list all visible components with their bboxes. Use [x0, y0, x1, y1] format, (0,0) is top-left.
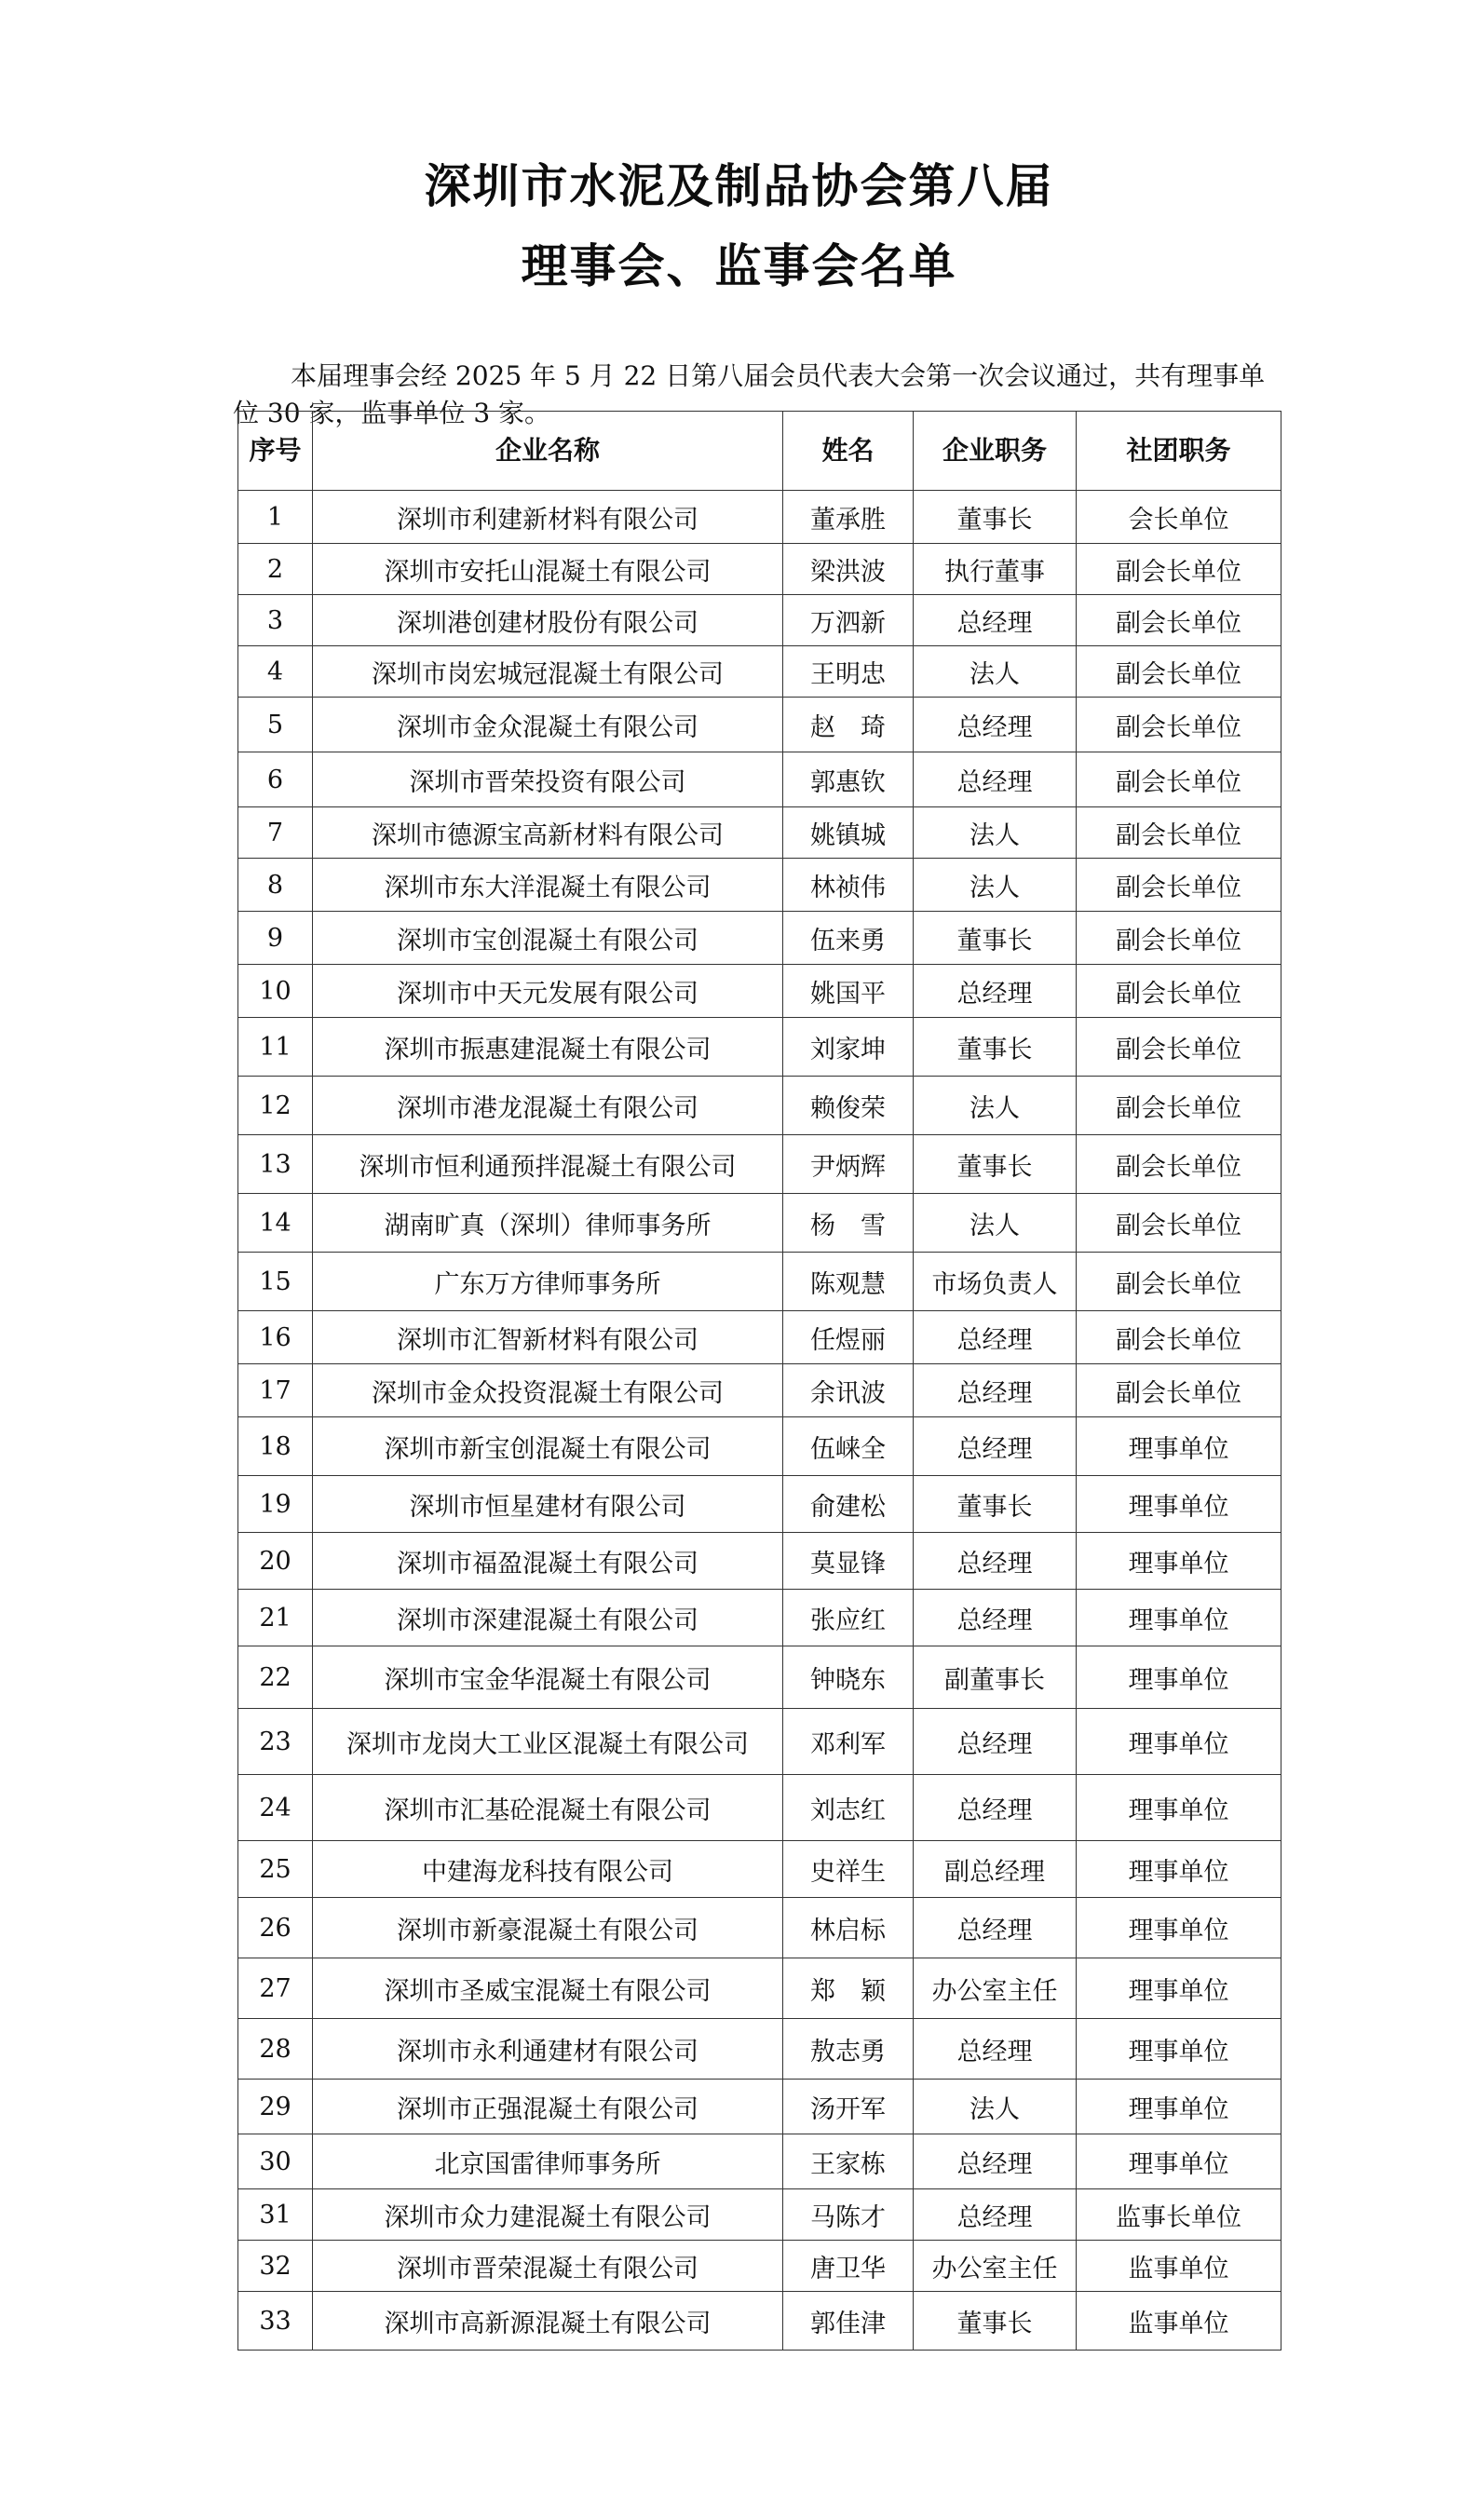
- cell-company: 深圳市宝创混凝土有限公司: [313, 912, 783, 965]
- cell-role: 理事单位: [1077, 1841, 1281, 1898]
- cell-role: 副会长单位: [1077, 1194, 1281, 1253]
- cell-company: 深圳市宝金华混凝土有限公司: [313, 1646, 783, 1709]
- cell-company: 深圳市正强混凝土有限公司: [313, 2080, 783, 2134]
- cell-company: 深圳市深建混凝土有限公司: [313, 1590, 783, 1646]
- cell-position: 董事长: [914, 1476, 1077, 1533]
- cell-name: 莫显锋: [783, 1533, 914, 1590]
- header-company: 企业名称: [313, 412, 783, 491]
- cell-name: 邓利军: [783, 1709, 914, 1775]
- cell-role: 监事长单位: [1077, 2189, 1281, 2241]
- cell-name: 钟晓东: [783, 1646, 914, 1709]
- table-row: [238, 1018, 1281, 1077]
- cell-role: 副会长单位: [1077, 595, 1281, 646]
- cell-position: 董事长: [914, 2292, 1077, 2351]
- cell-company: 深圳市圣威宝混凝土有限公司: [313, 1958, 783, 2019]
- cell-number: 1: [238, 491, 313, 544]
- cell-position: 总经理: [914, 1898, 1077, 1958]
- table-row: [238, 1077, 1281, 1135]
- table-row: [238, 859, 1281, 912]
- cell-role: 副会长单位: [1077, 1135, 1281, 1194]
- cell-company: 深圳市中天元发展有限公司: [313, 965, 783, 1018]
- table-row: [238, 1194, 1281, 1253]
- cell-position: 法人: [914, 807, 1077, 859]
- document-title-line-1: 深圳市水泥及制品协会第八届: [424, 158, 1054, 213]
- cell-company: 深圳市金众混凝土有限公司: [313, 698, 783, 752]
- cell-number: 21: [238, 1590, 313, 1646]
- header-position: 企业职务: [914, 412, 1077, 491]
- cell-position: 总经理: [914, 752, 1077, 807]
- cell-role: 理事单位: [1077, 1898, 1281, 1958]
- cell-company: 深圳市晋荣投资有限公司: [313, 752, 783, 807]
- table-row: [238, 1364, 1281, 1417]
- cell-position: 总经理: [914, 595, 1077, 646]
- cell-name: 伍崃全: [783, 1417, 914, 1476]
- table-row: [238, 1709, 1281, 1775]
- cell-number: 24: [238, 1775, 313, 1841]
- cell-number: 6: [238, 752, 313, 807]
- cell-number: 25: [238, 1841, 313, 1898]
- cell-position: 法人: [914, 646, 1077, 698]
- table-row: [238, 1417, 1281, 1476]
- header-role: 社团职务: [1077, 412, 1281, 491]
- cell-name: 俞建松: [783, 1476, 914, 1533]
- cell-name: 张应红: [783, 1590, 914, 1646]
- cell-position: 办公室主任: [914, 1958, 1077, 2019]
- cell-number: 15: [238, 1253, 313, 1311]
- cell-position: 董事长: [914, 1135, 1077, 1194]
- cell-number: 10: [238, 965, 313, 1018]
- cell-company: 深圳市德源宝高新材料有限公司: [313, 807, 783, 859]
- table-header-row: [238, 412, 1281, 491]
- cell-name: 赵 琦: [783, 698, 914, 752]
- cell-number: 9: [238, 912, 313, 965]
- cell-name: 林启标: [783, 1898, 914, 1958]
- cell-name: 王明忠: [783, 646, 914, 698]
- cell-name: 汤开军: [783, 2080, 914, 2134]
- cell-position: 总经理: [914, 1417, 1077, 1476]
- cell-role: 理事单位: [1077, 2019, 1281, 2080]
- table-row: [238, 2019, 1281, 2080]
- cell-name: 任煜丽: [783, 1311, 914, 1364]
- table-row: [238, 912, 1281, 965]
- header-number: 序号: [238, 412, 313, 491]
- cell-position: 总经理: [914, 965, 1077, 1018]
- table-row: [238, 1533, 1281, 1590]
- cell-number: 26: [238, 1898, 313, 1958]
- cell-number: 33: [238, 2292, 313, 2351]
- cell-role: 副会长单位: [1077, 544, 1281, 595]
- table-row: [238, 1253, 1281, 1311]
- cell-company: 深圳市永利通建材有限公司: [313, 2019, 783, 2080]
- cell-position: 副总经理: [914, 1841, 1077, 1898]
- council-roster-table: [237, 411, 1281, 2351]
- cell-name: 刘志红: [783, 1775, 914, 1841]
- table-row: [238, 1590, 1281, 1646]
- cell-role: 副会长单位: [1077, 1018, 1281, 1077]
- cell-position: 法人: [914, 1194, 1077, 1253]
- cell-company: 深圳市新宝创混凝土有限公司: [313, 1417, 783, 1476]
- cell-position: 董事长: [914, 912, 1077, 965]
- cell-position: 总经理: [914, 1533, 1077, 1590]
- cell-position: 总经理: [914, 1709, 1077, 1775]
- cell-name: 姚国平: [783, 965, 914, 1018]
- cell-number: 14: [238, 1194, 313, 1253]
- cell-role: 副会长单位: [1077, 646, 1281, 698]
- cell-position: 总经理: [914, 2019, 1077, 2080]
- cell-number: 28: [238, 2019, 313, 2080]
- cell-number: 27: [238, 1958, 313, 2019]
- table-row: [238, 1958, 1281, 2019]
- cell-company: 深圳市恒星建材有限公司: [313, 1476, 783, 1533]
- table-row: [238, 595, 1281, 646]
- cell-number: 13: [238, 1135, 313, 1194]
- cell-company: 深圳市晋荣混凝土有限公司: [313, 2241, 783, 2292]
- cell-number: 4: [238, 646, 313, 698]
- table-body: [238, 491, 1281, 2351]
- cell-name: 余讯波: [783, 1364, 914, 1417]
- cell-role: 理事单位: [1077, 1417, 1281, 1476]
- cell-name: 陈观慧: [783, 1253, 914, 1311]
- cell-name: 郑 颖: [783, 1958, 914, 2019]
- cell-company: 深圳市岗宏城冠混凝土有限公司: [313, 646, 783, 698]
- table-row: [238, 752, 1281, 807]
- cell-position: 总经理: [914, 1590, 1077, 1646]
- cell-position: 总经理: [914, 2134, 1077, 2189]
- cell-number: 8: [238, 859, 313, 912]
- cell-company: 深圳市汇基砼混凝土有限公司: [313, 1775, 783, 1841]
- header-name: 姓名: [783, 412, 914, 491]
- cell-number: 5: [238, 698, 313, 752]
- cell-role: 理事单位: [1077, 2134, 1281, 2189]
- cell-name: 马陈才: [783, 2189, 914, 2241]
- table-row: [238, 491, 1281, 544]
- table-row: [238, 544, 1281, 595]
- cell-number: 12: [238, 1077, 313, 1135]
- cell-company: 深圳市众力建混凝土有限公司: [313, 2189, 783, 2241]
- cell-position: 法人: [914, 859, 1077, 912]
- cell-number: 18: [238, 1417, 313, 1476]
- cell-role: 理事单位: [1077, 1775, 1281, 1841]
- cell-name: 董承胜: [783, 491, 914, 544]
- cell-number: 32: [238, 2241, 313, 2292]
- cell-company: 中建海龙科技有限公司: [313, 1841, 783, 1898]
- table-row: [238, 2134, 1281, 2189]
- table-row: [238, 2241, 1281, 2292]
- table-row: [238, 1135, 1281, 1194]
- cell-role: 副会长单位: [1077, 965, 1281, 1018]
- cell-company: 深圳市振惠建混凝土有限公司: [313, 1018, 783, 1077]
- cell-role: 理事单位: [1077, 1958, 1281, 2019]
- cell-number: 31: [238, 2189, 313, 2241]
- cell-position: 总经理: [914, 1364, 1077, 1417]
- table-row: [238, 698, 1281, 752]
- cell-position: 总经理: [914, 2189, 1077, 2241]
- cell-role: 副会长单位: [1077, 1364, 1281, 1417]
- cell-company: 深圳市汇智新材料有限公司: [313, 1311, 783, 1364]
- cell-position: 副董事长: [914, 1646, 1077, 1709]
- document-title-line-2: 理事会、监事会名单: [521, 238, 957, 293]
- cell-position: 法人: [914, 2080, 1077, 2134]
- cell-role: 副会长单位: [1077, 698, 1281, 752]
- cell-role: 理事单位: [1077, 1709, 1281, 1775]
- cell-role: 副会长单位: [1077, 1311, 1281, 1364]
- cell-position: 总经理: [914, 1311, 1077, 1364]
- table-row: [238, 646, 1281, 698]
- cell-name: 唐卫华: [783, 2241, 914, 2292]
- cell-number: 7: [238, 807, 313, 859]
- cell-position: 办公室主任: [914, 2241, 1077, 2292]
- cell-name: 王家栋: [783, 2134, 914, 2189]
- table-row: [238, 965, 1281, 1018]
- cell-position: 董事长: [914, 1018, 1077, 1077]
- cell-name: 万泗新: [783, 595, 914, 646]
- cell-role: 副会长单位: [1077, 1253, 1281, 1311]
- cell-number: 23: [238, 1709, 313, 1775]
- cell-role: 副会长单位: [1077, 859, 1281, 912]
- cell-company: 湖南旷真（深圳）律师事务所: [313, 1194, 783, 1253]
- cell-name: 刘家坤: [783, 1018, 914, 1077]
- cell-company: 深圳市龙岗大工业区混凝土有限公司: [313, 1709, 783, 1775]
- cell-name: 郭惠钦: [783, 752, 914, 807]
- cell-number: 11: [238, 1018, 313, 1077]
- cell-name: 郭佳津: [783, 2292, 914, 2351]
- table-row: [238, 2292, 1281, 2351]
- cell-position: 总经理: [914, 1775, 1077, 1841]
- cell-name: 林祯伟: [783, 859, 914, 912]
- cell-company: 深圳市利建新材料有限公司: [313, 491, 783, 544]
- table-row: [238, 1476, 1281, 1533]
- cell-company: 北京国雷律师事务所: [313, 2134, 783, 2189]
- cell-company: 深圳市安托山混凝土有限公司: [313, 544, 783, 595]
- cell-number: 3: [238, 595, 313, 646]
- cell-company: 深圳市高新源混凝土有限公司: [313, 2292, 783, 2351]
- cell-role: 副会长单位: [1077, 807, 1281, 859]
- cell-role: 理事单位: [1077, 1533, 1281, 1590]
- cell-company: 深圳港创建材股份有限公司: [313, 595, 783, 646]
- cell-name: 梁洪波: [783, 544, 914, 595]
- cell-name: 姚镇城: [783, 807, 914, 859]
- cell-role: 理事单位: [1077, 1590, 1281, 1646]
- intro-paragraph: 本届理事会经 2025 年 5 月 22 日第八届会员代表大会第一次会议通过，共有理事单位 30 家，监事单位 3 家。: [233, 360, 1266, 428]
- cell-position: 执行董事: [914, 544, 1077, 595]
- cell-role: 理事单位: [1077, 2080, 1281, 2134]
- table-row: [238, 1898, 1281, 1958]
- cell-position: 法人: [914, 1077, 1077, 1135]
- cell-number: 2: [238, 544, 313, 595]
- cell-number: 22: [238, 1646, 313, 1709]
- table-row: [238, 2080, 1281, 2134]
- cell-role: 监事单位: [1077, 2241, 1281, 2292]
- cell-number: 19: [238, 1476, 313, 1533]
- cell-name: 杨 雪: [783, 1194, 914, 1253]
- cell-name: 敖志勇: [783, 2019, 914, 2080]
- cell-number: 20: [238, 1533, 313, 1590]
- cell-company: 深圳市港龙混凝土有限公司: [313, 1077, 783, 1135]
- cell-number: 30: [238, 2134, 313, 2189]
- cell-role: 理事单位: [1077, 1646, 1281, 1709]
- cell-position: 总经理: [914, 698, 1077, 752]
- cell-role: 副会长单位: [1077, 1077, 1281, 1135]
- cell-position: 市场负责人: [914, 1253, 1077, 1311]
- cell-number: 17: [238, 1364, 313, 1417]
- table-row: [238, 2189, 1281, 2241]
- cell-role: 副会长单位: [1077, 752, 1281, 807]
- table-row: [238, 1311, 1281, 1364]
- cell-name: 史祥生: [783, 1841, 914, 1898]
- cell-number: 16: [238, 1311, 313, 1364]
- cell-company: 广东万方律师事务所: [313, 1253, 783, 1311]
- cell-role: 监事单位: [1077, 2292, 1281, 2351]
- cell-company: 深圳市新豪混凝土有限公司: [313, 1898, 783, 1958]
- cell-company: 深圳市金众投资混凝土有限公司: [313, 1364, 783, 1417]
- cell-company: 深圳市恒利通预拌混凝土有限公司: [313, 1135, 783, 1194]
- cell-position: 董事长: [914, 491, 1077, 544]
- table-row: [238, 1841, 1281, 1898]
- table-row: [238, 1646, 1281, 1709]
- cell-role: 会长单位: [1077, 491, 1281, 544]
- table-row: [238, 807, 1281, 859]
- cell-company: 深圳市福盈混凝土有限公司: [313, 1533, 783, 1590]
- cell-number: 29: [238, 2080, 313, 2134]
- cell-name: 赖俊荣: [783, 1077, 914, 1135]
- cell-role: 副会长单位: [1077, 912, 1281, 965]
- cell-name: 尹炳辉: [783, 1135, 914, 1194]
- cell-role: 理事单位: [1077, 1476, 1281, 1533]
- cell-company: 深圳市东大洋混凝土有限公司: [313, 859, 783, 912]
- cell-name: 伍来勇: [783, 912, 914, 965]
- table-row: [238, 1775, 1281, 1841]
